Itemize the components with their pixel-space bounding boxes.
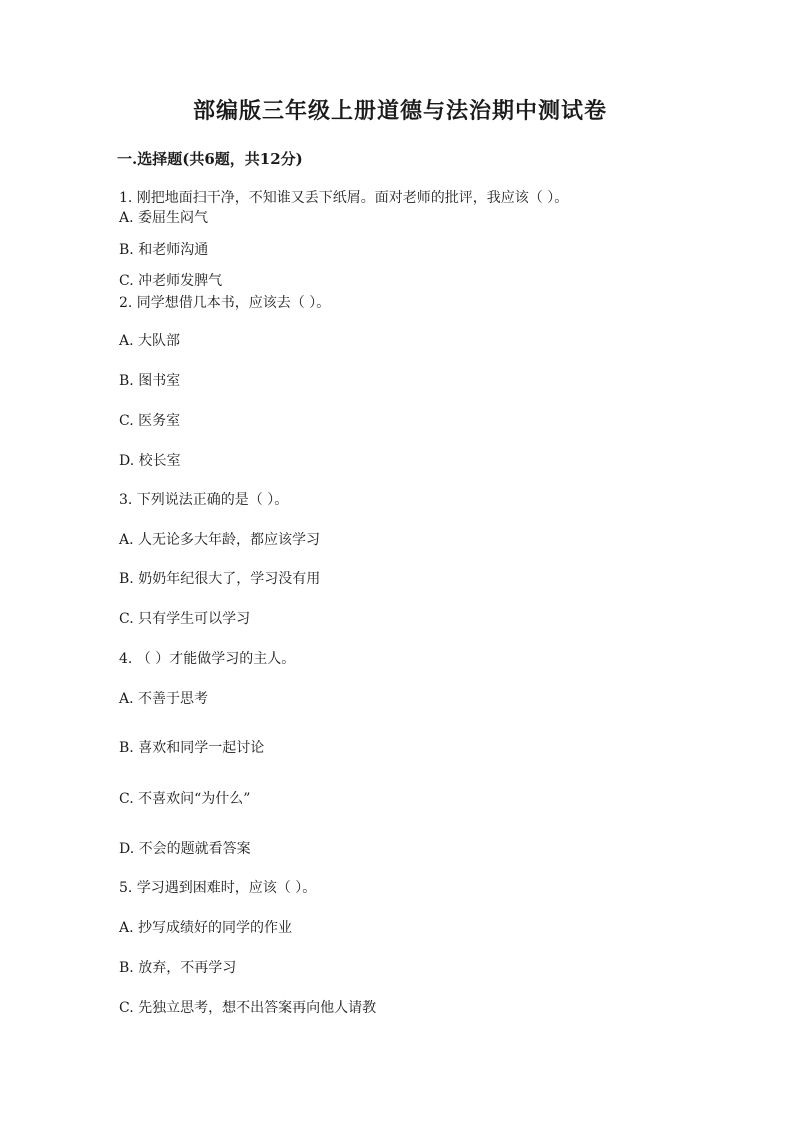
question-5-option-a: A. 抄写成绩好的同学的作业 <box>119 920 293 936</box>
question-4-stem: 4. （ ）才能做学习的主人。 <box>119 651 296 667</box>
question-3-stem: 3. 下列说法正确的是（ ）。 <box>119 492 289 508</box>
question-4-option-c: C. 不喜欢问“为什么” <box>119 791 251 807</box>
question-5-option-c: C. 先独立思考，想不出答案再向他人请教 <box>119 1000 377 1016</box>
question-3-option-a: A. 人无论多大年龄，都应该学习 <box>119 532 321 548</box>
question-1-stem: 1. 刚把地面扫干净，不知谁又丢下纸屑。面对老师的批评，我应该（ ）。 <box>119 190 569 206</box>
document-title: 部编版三年级上册道德与法治期中测试卷 <box>192 98 607 124</box>
question-1-option-a: A. 委屈生闷气 <box>119 210 209 226</box>
question-3-option-c: C. 只有学生可以学习 <box>119 611 251 627</box>
section-heading: 一.选择题(共6题，共12分) <box>117 150 303 168</box>
question-1-option-c: C. 冲老师发脾气 <box>119 273 223 289</box>
question-2-option-d: D. 校长室 <box>119 453 181 469</box>
question-4-option-a: A. 不善于思考 <box>119 691 209 707</box>
question-4-option-d: D. 不会的题就看答案 <box>119 841 251 857</box>
question-4-option-b: B. 喜欢和同学一起讨论 <box>119 740 265 756</box>
question-2-stem: 2. 同学想借几本书，应该去（ ）。 <box>119 295 331 311</box>
question-3-option-b: B. 奶奶年纪很大了，学习没有用 <box>119 571 321 587</box>
question-2-option-a: A. 大队部 <box>119 333 181 349</box>
question-5-stem: 5. 学习遇到困难时，应该（ ）。 <box>119 880 317 896</box>
question-5-option-b: B. 放弃，不再学习 <box>119 960 237 976</box>
question-2-option-b: B. 图书室 <box>119 373 181 389</box>
question-2-option-c: C. 医务室 <box>119 413 181 429</box>
question-1-option-b: B. 和老师沟通 <box>119 242 209 258</box>
